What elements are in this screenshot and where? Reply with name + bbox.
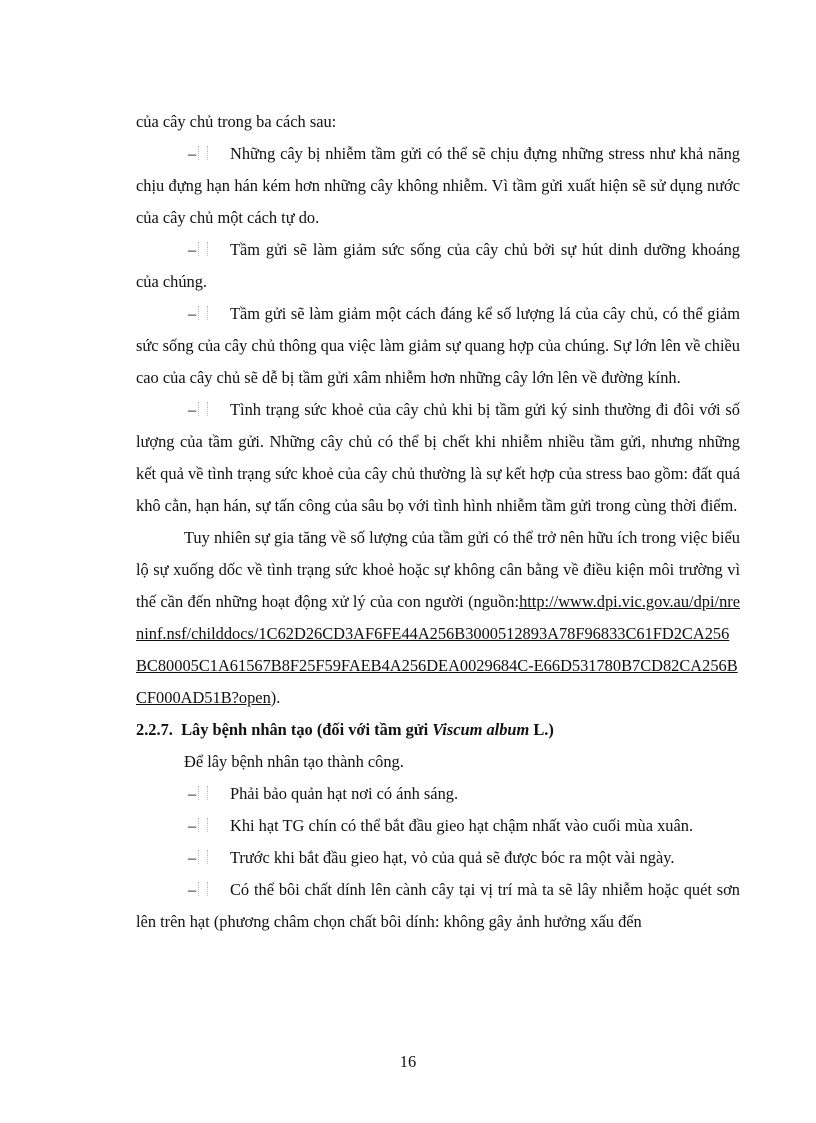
section-heading <box>136 714 740 746</box>
list-item <box>136 298 740 394</box>
dash-bullet: – <box>188 842 230 874</box>
list-item-text: Những cây bị nhiễm tầm gửi có thể sẽ chịu đựng những stress như khả năng chịu đựng hạn hán kém hơn những cây không nhiễm. Vì tầm gửi xuất hiện sẽ sử dụng nước của cây chủ một cách tự do. <box>136 144 740 227</box>
section-number: 2.2.7. <box>136 720 173 739</box>
list-item-text: Khi hạt TG chín có thể bắt đầu gieo hạt chậm nhất vào cuối mùa xuân. <box>230 816 694 835</box>
dash-bullet: – <box>188 394 230 426</box>
dash-bullet: – <box>188 810 230 842</box>
dash-bullet: – <box>188 234 230 266</box>
paragraph-body <box>136 522 740 714</box>
dash-bullet: – <box>188 778 230 810</box>
list-item <box>136 234 740 298</box>
list-item-text: Tầm gửi sẽ làm giảm một cách đáng kể số lượng lá của cây chủ, có thể giảm sức sống của cây chủ thông qua việc làm giảm sự quang hợp của chúng. Sự lớn lên về chiều cao của cây chủ sẽ dễ bị tầm gửi xâm nhiễm hơn những cây lớn lên về đường kính. <box>136 304 740 387</box>
list-item <box>136 842 740 874</box>
list-item-text: Trước khi bắt đầu gieo hạt, vỏ của quả sẽ được bóc ra một vài ngày. <box>230 848 675 867</box>
list-item <box>136 138 740 234</box>
list-item <box>136 394 740 522</box>
paragraph-text: Tuy nhiên sự gia tăng về số lượng của tầm gửi có thể trở nên hữu ích trong việc biểu lộ sự xuống dốc về tình trạng sức khoẻ hoặc sự không cân bằng về điều kiện môi trường vì thế cần đến những hoạt động xử lý của con người (nguồn: <box>136 528 740 611</box>
source-link[interactable]: http://www.dpi.vic.gov.au/dpi/nreninf.nsf/childdocs/1C62D26CD3AF6FE44A256B3000512893A78F96833C61FD2CA256BC80005C1A61567B8F25F59FAEB4A256DEA0029684C-E66D531780B7CD82CA256BCF000AD51B?open <box>136 592 740 707</box>
list-item-text: Có thể bôi chất dính lên cành cây tại vị trí mà ta sẽ lây nhiễm hoặc quét sơn lên trên hạt (phương châm chọn chất bôi dính: không gây ảnh hưởng xấu đến <box>136 880 740 931</box>
dash-bullet: – <box>188 298 230 330</box>
section-title-end: L.) <box>529 720 554 739</box>
list-item <box>136 810 740 842</box>
document-page <box>136 106 740 938</box>
species-name: Viscum album <box>432 720 530 739</box>
paragraph-intro: của cây chủ trong ba cách sau: <box>136 112 337 131</box>
dash-bullet: – <box>188 138 230 170</box>
list-item-text: Tầm gửi sẽ làm giảm sức sống của cây chủ bởi sự hút dinh dưỡng khoáng của chúng. <box>136 240 740 291</box>
list-item <box>136 874 740 938</box>
dash-bullet: – <box>188 874 230 906</box>
list-item-text: Phải bảo quản hạt nơi có ánh sáng. <box>230 784 459 803</box>
paragraph-text-end: ). <box>270 688 281 707</box>
paragraph-intro-section: Để lây bệnh nhân tạo thành công. <box>184 752 404 771</box>
list-item <box>136 778 740 810</box>
list-item-text: Tình trạng sức khoẻ của cây chủ khi bị tầm gửi ký sinh thường đi đôi với số lượng của tầm gửi. Những cây chủ có thể bị chết khi nhiễm nhiều tầm gửi, nhưng những kết quả về tình trạng sức khoẻ của cây chủ thường là sự kết hợp của stress bao gồm: đất quá khô cằn, hạn hán, sự tấn công của sâu bọ với tình hình nhiễm tầm gửi trong cùng thời điểm. <box>136 400 740 515</box>
page-number: 16 <box>399 1052 417 1071</box>
section-title-part: Lây bệnh nhân tạo (đối với tầm gửi <box>181 720 433 739</box>
